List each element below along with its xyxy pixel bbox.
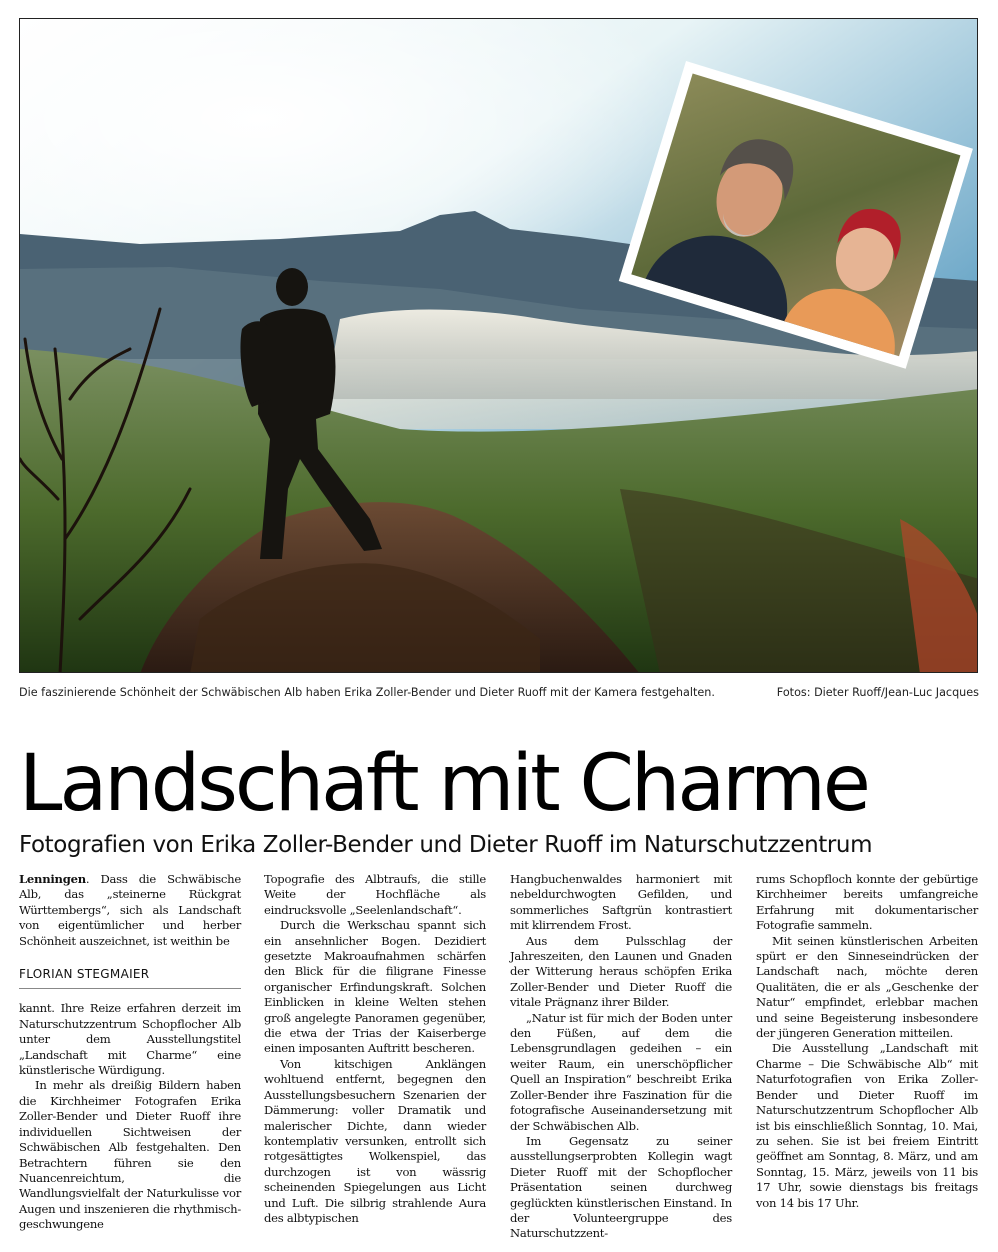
paragraph: Aus dem Pulsschlag der Jahreszeiten, den Launen und Gnaden der Witterung heraus schöpfen Erika Zoller-Bender und Dieter Ruoff die vitale Prägnanz ihrer Bilder. bbox=[510, 933, 732, 1010]
paragraph: Topografie des Albtraufs, die stille Weite der Hochfläche als eindrucksvolle „Seelenlandschaft“. bbox=[264, 872, 486, 917]
paragraph: kannt. Ihre Reize erfahren derzeit im Naturschutzzentrum Schopflocher Alb unter dem Ausstellungstitel „Landschaft mit Charme“ eine künstlerische Würdigung. bbox=[19, 1001, 241, 1078]
photo-caption bbox=[19, 686, 979, 699]
article-column-1 bbox=[19, 872, 241, 1233]
caption-text: Die faszinierende Schönheit der Schwäbischen Alb haben Erika Zoller-Bender und Dieter Ruoff mit der Kamera festgehalten. bbox=[19, 686, 715, 699]
paragraph: Im Gegensatz zu seiner ausstellungserprobten Kollegin wagt Dieter Ruoff mit der Schopflocher Präsentation seinen durchweg geglückten künstlerischen Einstand. In der Volunteergruppe des Naturschutzzent- bbox=[510, 1133, 732, 1241]
subheadline: Fotografien von Erika Zoller-Bender und Dieter Ruoff im Naturschutzzentrum bbox=[19, 832, 873, 858]
photo-illustration bbox=[20, 19, 978, 673]
paragraph: rums Schopfloch konnte der gebürtige Kirchheimer bereits umfangreiche Erfahrung mit dokumentarischer Fotografie sammeln. bbox=[756, 872, 978, 933]
caption-credit: Fotos: Dieter Ruoff/Jean-Luc Jacques bbox=[776, 686, 979, 699]
paragraph: Von kitschigen Anklängen wohltuend entfernt, begegnen den Ausstellungsbesuchern Szenarien der Dämmerung: voller Dramatik und malerischer Dichte, dann wieder kontemplativ versunken, entrollt sich rotgesättigtes Wolkenspiel, das durchzogen ist von wässrig scheinenden Spiegelungen aus Licht und Luft. Die silbrig strahlende Aura des albtypischen bbox=[264, 1056, 486, 1225]
paragraph: In mehr als dreißig Bildern haben die Kirchheimer Fotografen Erika Zoller-Bender und Dieter Ruoff ihre individuellen Sichtweisen der Schwäbischen Alb festgehalten. Den Betrachtern führen sie den Nuancenreichtum, die Wandlungsvielfalt der Naturkulisse vor Augen und inszenieren die rhythmisch-geschwungene bbox=[19, 1078, 241, 1232]
intro-paragraph bbox=[19, 872, 241, 949]
paragraph: Durch die Werkschau spannt sich ein ansehnlicher Bogen. Dezidiert gesetzte Makroaufnahmen schärfen den Blick für die filigrane Finesse organischer Erfindungskraft. Solchen Einblicken in kleine Welten stehen groß angelegte Panoramen gegenüber, die etwa der Trias der Kaiserberge einen imposanten Auftritt bescheren. bbox=[264, 918, 486, 1056]
dateline: Lenningen bbox=[19, 872, 86, 886]
article-column-4 bbox=[756, 872, 978, 1211]
article-column-3 bbox=[510, 872, 732, 1242]
intro-text: . Dass die Schwäbische Alb, das „steinerne Rückgrat Württembergs“, sich als Landschaft von eigentümlicher und herber Schönheit auszeichnet, ist weithin be bbox=[19, 872, 241, 948]
landscape-photo bbox=[19, 18, 978, 673]
paragraph: Die Ausstellung „Landschaft mit Charme – Die Schwäbische Alb“ mit Naturfotografien von Erika Zoller-Bender und Dieter Ruoff im Naturschutzzentrum Schopflocher Alb ist bis einschließlich Sonntag, 10. Mai, zu sehen. Sie ist bei freiem Eintritt geöffnet am Sonntag, 8. März, und am Sonntag, 15. März, jeweils von 11 bis 17 Uhr, sowie dienstags bis freitags von 14 bis 17 Uhr. bbox=[756, 1041, 978, 1210]
article-column-2 bbox=[264, 872, 486, 1226]
author-byline: FLORIAN STEGMAIER bbox=[19, 967, 241, 989]
paragraph: Mit seinen künstlerischen Arbeiten spürt er den Sinneseindrücken der Landschaft nach, möchte deren Qualitäten, die er als „Geschenke der Natur“ empfindet, erlebbar machen und seine Begeisterung insbesondere der jüngeren Generation mitteilen. bbox=[756, 933, 978, 1041]
paragraph: „Natur ist für mich der Boden unter den Füßen, auf dem die Lebensgrundlagen gedeihen – ein weiter Raum, ein unerschöpflicher Quell an Inspiration“ beschreibt Erika Zoller-Bender ihre Faszination für die fotografische Auseinandersetzung mit der Schwäbischen Alb. bbox=[510, 1010, 732, 1133]
headline: Landschaft mit Charme bbox=[19, 739, 868, 829]
paragraph: Hangbuchenwaldes harmoniert mit nebeldurchwogten Gefilden, und sommerliches Saftgrün kontrastiert mit klirrendem Frost. bbox=[510, 872, 732, 933]
